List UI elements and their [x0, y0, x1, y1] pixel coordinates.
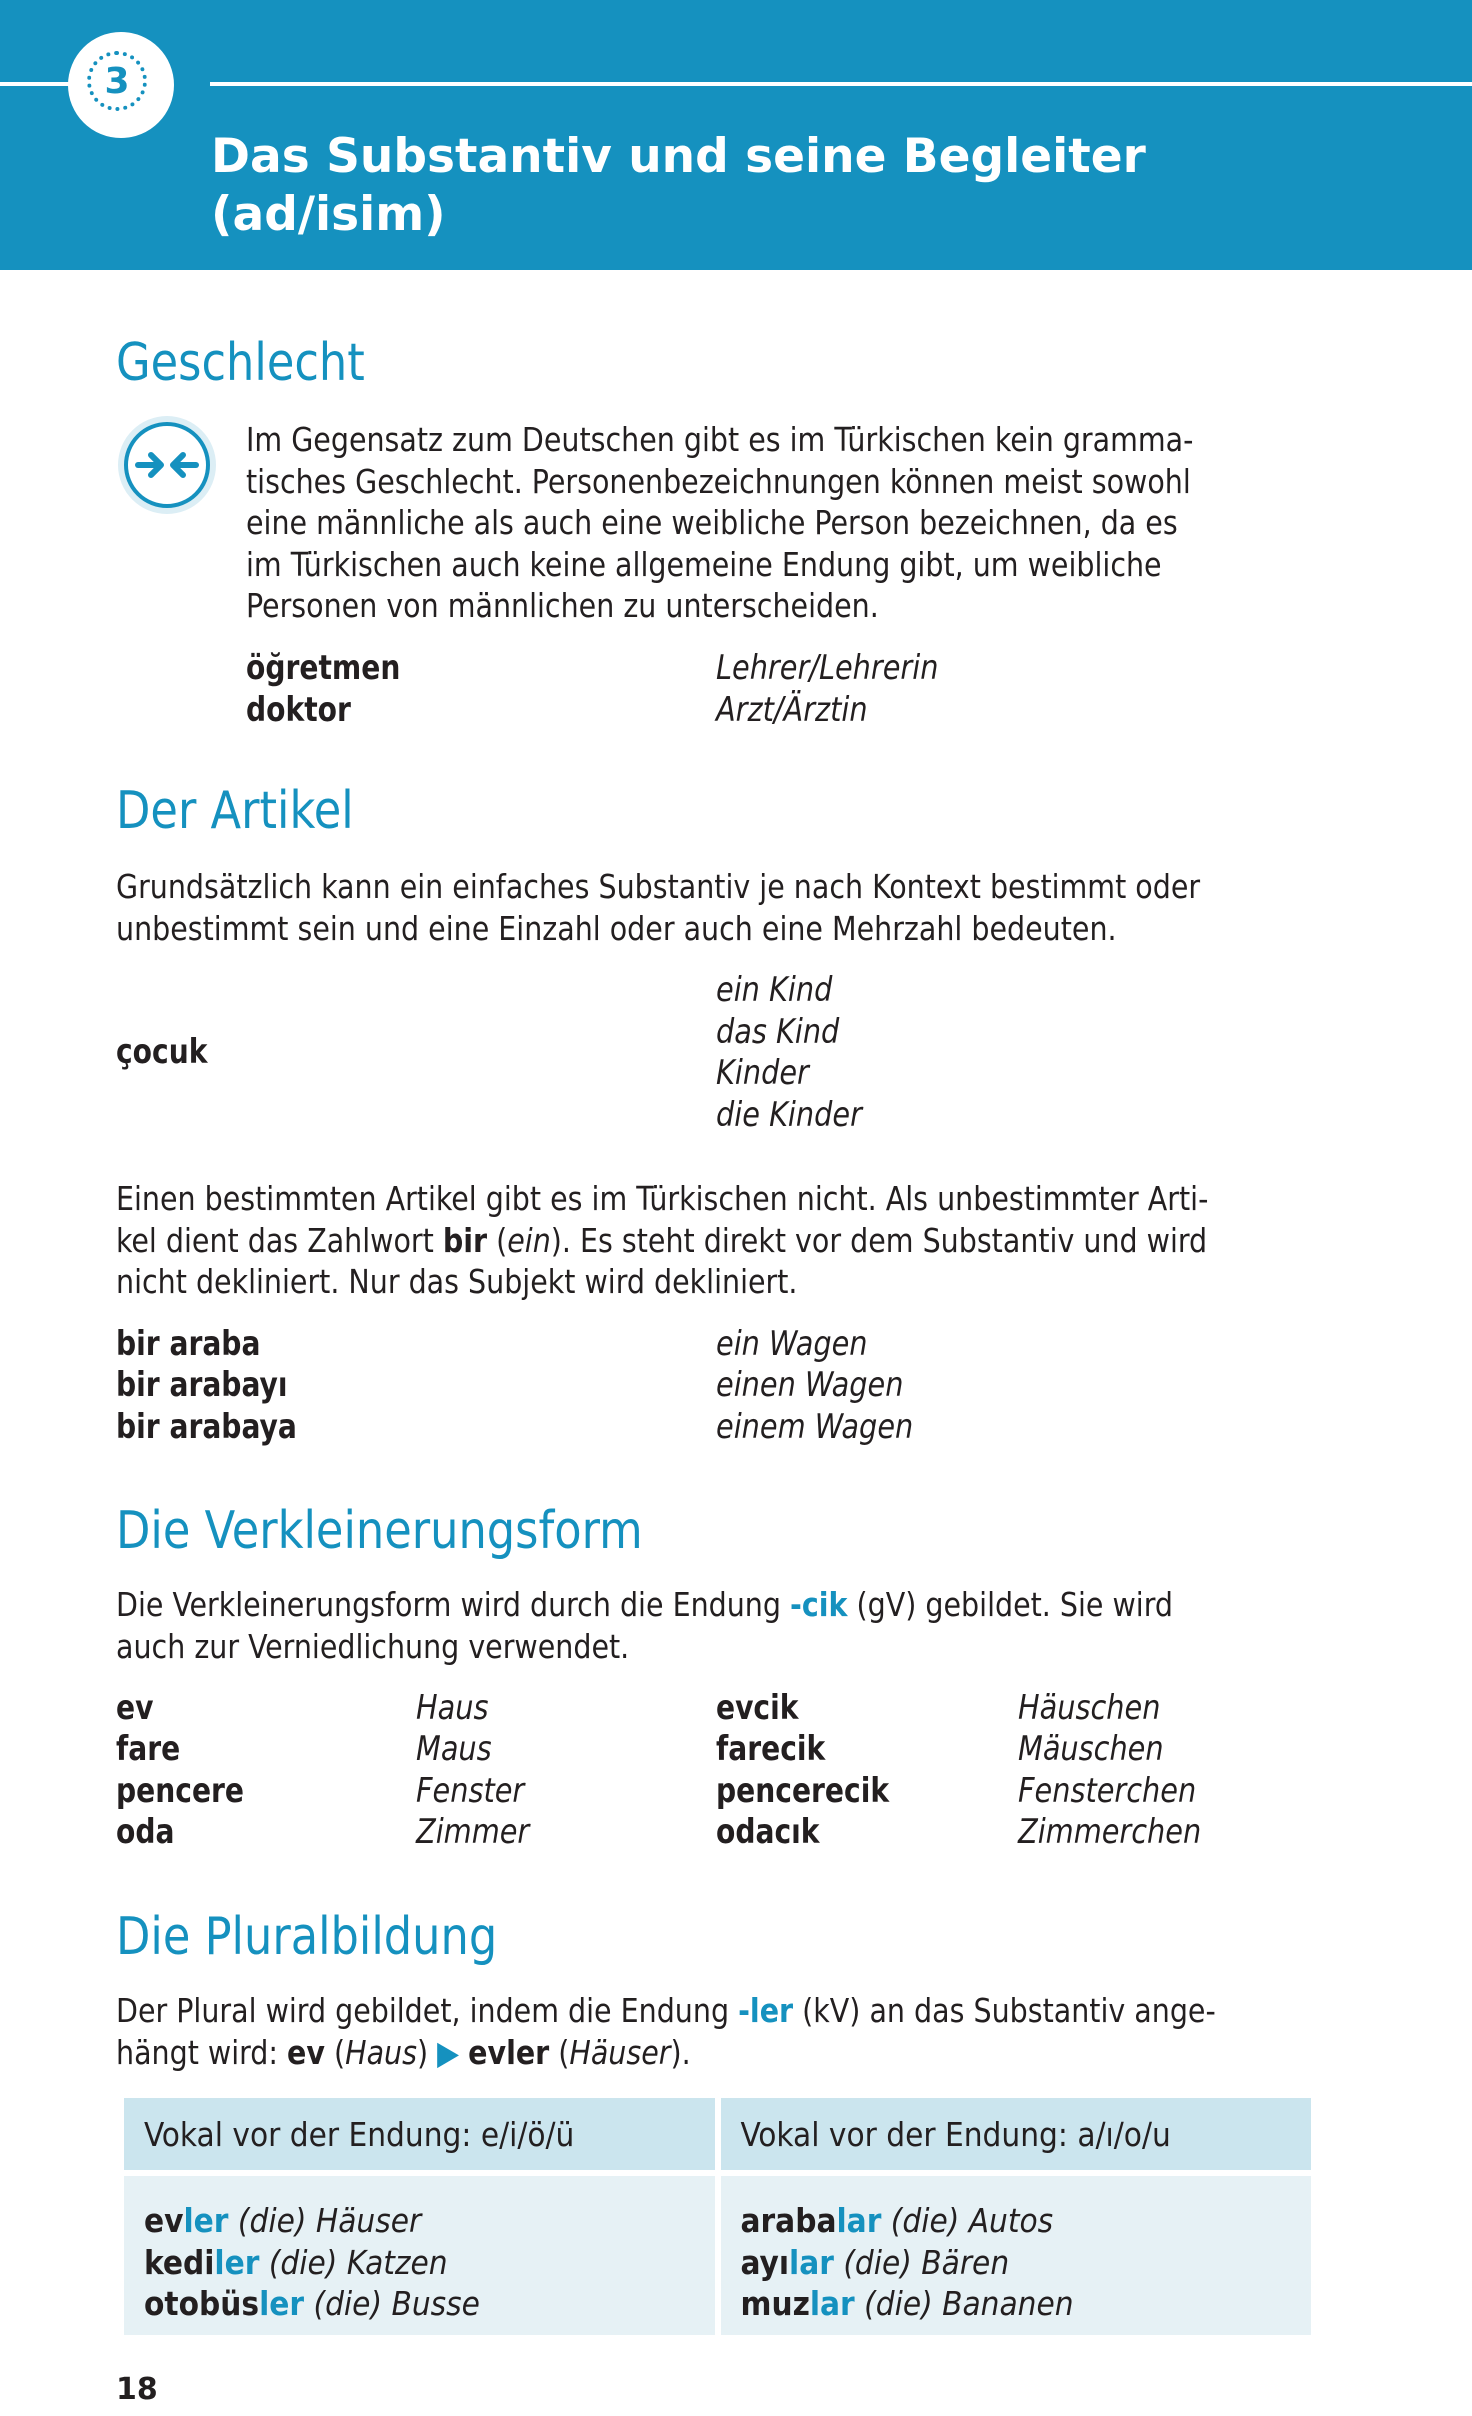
italic-term: (die) Bananen	[864, 2284, 1074, 2323]
text-run: (gV) gebildet. Sie wird	[847, 1585, 1173, 1624]
plural-table	[118, 2098, 1317, 2335]
plural-example	[144, 2242, 695, 2284]
geschlecht-paragraph	[246, 419, 1193, 627]
example-german: Maus	[416, 1729, 492, 1769]
example-turkish: bir araba	[116, 1324, 261, 1364]
example-turkish: doktor	[246, 690, 351, 730]
example-german: Fenster	[416, 1771, 525, 1811]
chapter-title-line2: (ad/isim)	[211, 187, 446, 242]
plural-table-header	[124, 2098, 1311, 2170]
heading-geschlecht: Geschlecht	[116, 333, 365, 393]
suffix-highlight: lar	[789, 2242, 834, 2282]
plural-example	[741, 2283, 1292, 2325]
text-run: (kV) an das Substantiv ange-	[793, 1991, 1216, 2030]
chapter-header	[0, 0, 1472, 270]
artikel-p2-line-3: nicht dekliniert. Nur das Subjekt wird dekliniert.	[116, 1262, 798, 1301]
example-turkish: pencere	[116, 1771, 245, 1811]
geschlecht-line-4: im Türkischen auch keine allgemeine Endung gibt, um weibliche	[246, 544, 1162, 584]
plural-line-2: hängt wird: ev (Haus) ▶ evler (Häuser).	[116, 2032, 691, 2072]
plural-stem: ayı	[740, 2242, 790, 2282]
chapter-badge	[68, 32, 174, 138]
example-turkish: öğretmen	[246, 648, 401, 688]
bold-term: evler	[468, 2032, 550, 2072]
text-run: hängt wird:	[116, 2032, 288, 2072]
italic-term: (die) Bären	[843, 2242, 1010, 2282]
example-turkish-diminutive: farecik	[716, 1729, 826, 1769]
artikel-paragraph-2	[116, 1178, 1208, 1303]
header-rule-right	[210, 82, 1472, 86]
plural-example	[741, 2242, 1292, 2284]
example-german: Lehrer/Lehrerin	[716, 648, 939, 688]
artikel-p2-line-1: Einen bestimmten Artikel gibt es im Türkischen nicht. Als unbestimmter Arti-	[116, 1179, 1209, 1218]
suffix-highlight: lar	[809, 2284, 855, 2323]
verkleinerung-paragraph	[116, 1584, 1173, 1667]
header-rule-left	[0, 82, 74, 86]
italic-term: Häuser	[569, 2032, 671, 2072]
example-turkish: ev	[116, 1688, 154, 1728]
example-german: Haus	[416, 1688, 489, 1728]
plural-example	[741, 2200, 1292, 2242]
heading-verkleinerungsform: Die Verkleinerungsform	[116, 1501, 643, 1561]
example-turkish: oda	[116, 1812, 175, 1852]
example-turkish: çocuk	[116, 1032, 208, 1072]
artikel-intro	[116, 866, 1200, 949]
page-number: 18	[116, 2372, 158, 2407]
plural-paragraph	[116, 1990, 1216, 2073]
suffix-highlight: ler	[183, 2201, 229, 2240]
plural-col2-header: Vokal vor der Endung: a/ı/o/u	[721, 2098, 1312, 2170]
plural-stem: ev	[144, 2201, 184, 2240]
geschlecht-line-3: eine männliche als auch eine weibliche Person bezeichnen, da es	[246, 503, 1178, 542]
example-german: ein Kind	[716, 970, 833, 1010]
bold-term: ev	[287, 2032, 325, 2072]
chapter-title-line1: Das Substantiv und seine Begleiter	[211, 129, 1146, 184]
example-german: Kinder	[716, 1053, 809, 1093]
plural-col1-header: Vokal vor der Endung: e/i/ö/ü	[124, 2098, 715, 2170]
italic-term: (die) Katzen	[268, 2242, 448, 2282]
chapter-number: 3	[87, 51, 147, 111]
plural-stem: muz	[740, 2284, 810, 2323]
example-turkish: fare	[116, 1729, 181, 1769]
geschlecht-line-5: Personen von männlichen zu unterscheiden.	[246, 586, 879, 625]
bold-term: bir	[442, 1220, 488, 1260]
suffix-highlight: -cik	[790, 1585, 848, 1624]
italic-term: (die) Busse	[313, 2284, 480, 2323]
italic-term: (die) Häuser	[237, 2201, 422, 2240]
artikel-intro-line-1: Grundsätzlich kann ein einfaches Substantiv je nach Kontext bestimmt oder	[116, 867, 1201, 906]
verkleinerung-line-1	[116, 1584, 1173, 1626]
plural-stem: kedi	[144, 2242, 215, 2282]
suffix-highlight: -ler	[738, 1991, 794, 2030]
italic-term: (die) Autos	[890, 2201, 1054, 2240]
plural-table-body	[124, 2176, 1311, 2335]
plural-line-1	[116, 1990, 1216, 2032]
example-turkish-diminutive: evcik	[716, 1688, 799, 1728]
plural-stem: otobüs	[144, 2284, 260, 2323]
artikel-intro-line-2: unbestimmt sein und eine Einzahl oder auch eine Mehrzahl bedeuten.	[116, 908, 1117, 948]
suffix-highlight: lar	[836, 2201, 882, 2240]
plural-col1-cell	[124, 2176, 715, 2335]
heading-pluralbildung: Die Pluralbildung	[116, 1907, 498, 1967]
example-german: Zimmer	[416, 1812, 530, 1852]
example-turkish-diminutive: pencerecik	[716, 1771, 890, 1811]
italic-term: ein	[507, 1220, 551, 1260]
example-german-diminutive: Häuschen	[1018, 1688, 1161, 1728]
contrast-arrows-icon	[116, 414, 218, 516]
arrow-right-icon: ▶	[437, 2032, 460, 2072]
example-german: Arzt/Ärztin	[716, 690, 868, 730]
text-run: kel dient das Zahlwort	[116, 1220, 443, 1260]
text-run: ).	[670, 2032, 691, 2072]
example-german: ein Wagen	[716, 1324, 868, 1364]
example-german-diminutive: Fensterchen	[1018, 1771, 1197, 1811]
text-run: ). Es steht direkt vor dem Substantiv und wird	[550, 1220, 1208, 1260]
plural-col2-cell	[721, 2176, 1312, 2335]
suffix-highlight: ler	[214, 2242, 260, 2282]
plural-example	[144, 2283, 695, 2325]
example-german: die Kinder	[716, 1095, 862, 1135]
example-german: das Kind	[716, 1012, 840, 1052]
text-run: Die Verkleinerungsform wird durch die Endung	[116, 1585, 791, 1624]
suffix-highlight: ler	[259, 2284, 305, 2323]
plural-stem: araba	[740, 2201, 837, 2240]
chapter-title	[211, 128, 1411, 244]
example-german: einen Wagen	[716, 1365, 904, 1405]
example-turkish-diminutive: odacık	[716, 1812, 820, 1852]
plural-example	[144, 2200, 695, 2242]
example-german-diminutive: Mäuschen	[1018, 1729, 1164, 1769]
artikel-p2-line-2	[116, 1220, 1208, 1262]
example-german-diminutive: Zimmerchen	[1018, 1812, 1202, 1852]
example-turkish: bir arabayı	[116, 1365, 288, 1405]
geschlecht-line-2: tisches Geschlecht. Personenbezeichnungen können meist sowohl	[246, 461, 1191, 501]
example-german: einem Wagen	[716, 1407, 914, 1447]
geschlecht-line-1: Im Gegensatz zum Deutschen gibt es im Türkischen kein gramma-	[246, 420, 1194, 459]
text-run: Der Plural wird gebildet, indem die Endung	[116, 1991, 739, 2030]
heading-artikel: Der Artikel	[116, 781, 354, 841]
verkleinerung-line-2: auch zur Verniedlichung verwendet.	[116, 1626, 630, 1666]
text-run: (	[487, 1220, 508, 1260]
italic-term: Haus	[345, 2032, 417, 2072]
example-turkish: bir arabaya	[116, 1407, 297, 1447]
